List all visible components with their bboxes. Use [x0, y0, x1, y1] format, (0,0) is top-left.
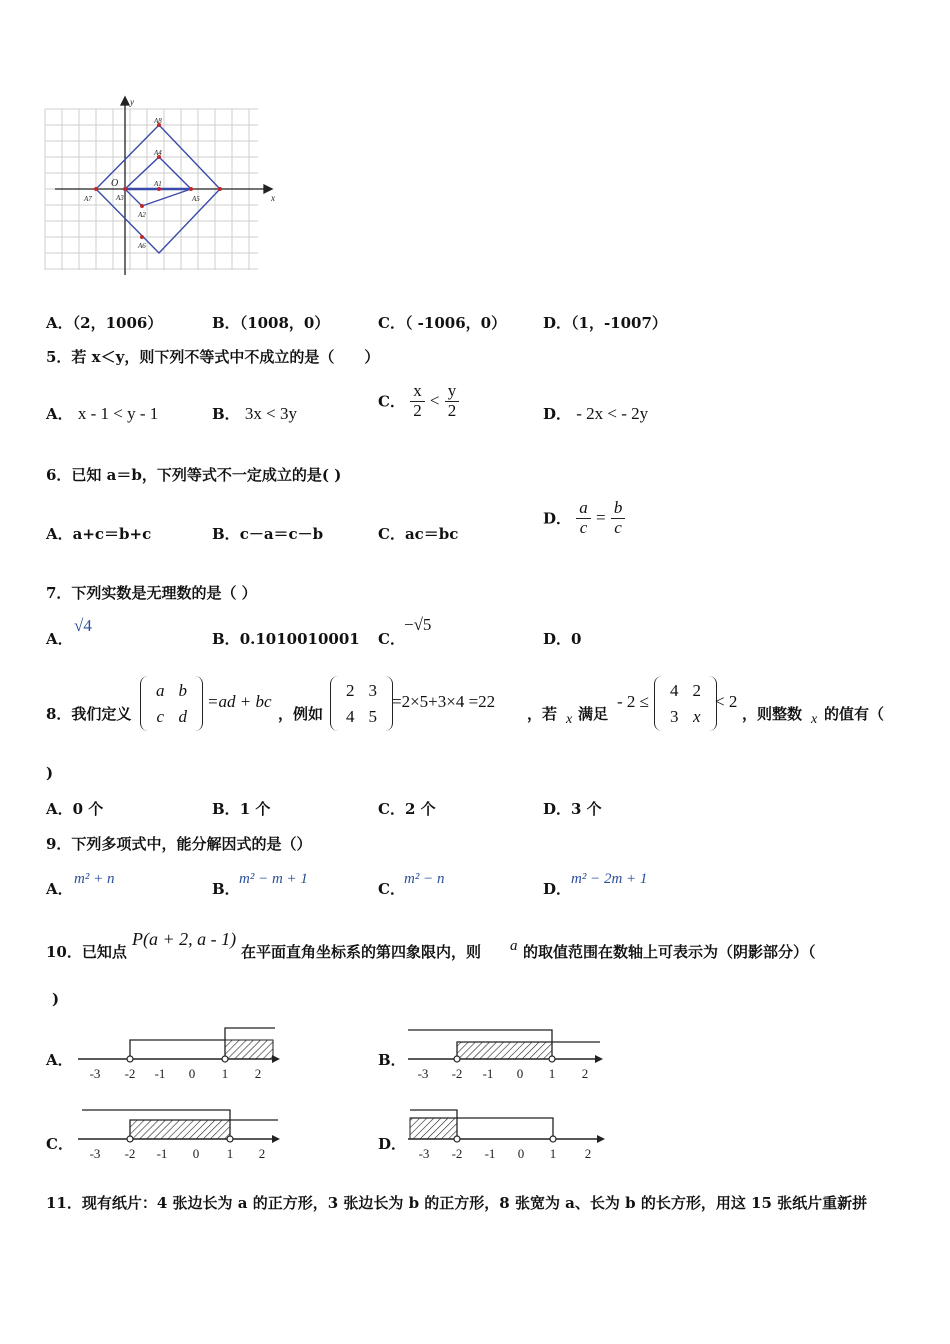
tick-label: 1 [548, 1066, 556, 1081]
q6-option-a[interactable]: A．a+c＝b+c [46, 525, 152, 543]
q8-matrix-definition: a b c d [140, 676, 203, 731]
q9-expression-d: m² − 2m + 1 [571, 871, 648, 887]
tick-label: -2 [124, 1066, 136, 1081]
q8-option-a[interactable]: A．0 个 [46, 800, 104, 818]
number-line-b [400, 1018, 610, 1084]
q8-example-label: ，例如 [278, 705, 324, 723]
tick-label: 0 [517, 1146, 525, 1161]
number-line-c [70, 1102, 285, 1168]
q10-option-c[interactable]: C． [46, 1135, 73, 1153]
q9-expression-a: m² + n [74, 871, 115, 887]
tick-label: 1 [549, 1146, 557, 1161]
q6-option-d[interactable]: D． $\frac{a}{c}$ = $\frac{b}{c}$ [543, 499, 625, 537]
fraction: $\frac{b}{c}$ [611, 499, 626, 537]
q5-option-a[interactable]: A． x - 1 < y - 1 [46, 404, 159, 423]
q10-option-b[interactable]: B． [378, 1051, 406, 1069]
q10-variable-a: a [510, 938, 518, 954]
tick-label: -3 [418, 1146, 430, 1161]
point-label: A5 [192, 195, 200, 203]
q7-option-a[interactable]: A． [46, 630, 73, 648]
q10-option-a[interactable]: A． [46, 1051, 73, 1069]
q10-condition: 在平面直角坐标系的第四象限内，则 [241, 943, 482, 961]
tick-label: 1 [226, 1146, 234, 1161]
tick-label: -3 [89, 1066, 101, 1081]
q5-option-d[interactable]: D． - 2x < - 2y [543, 404, 649, 423]
tick-label: 2 [258, 1146, 266, 1161]
q5-option-c[interactable]: C． $\frac{x}{2}$ < $\frac{y}{2}$ [378, 382, 459, 420]
q8-option-c[interactable]: C．2 个 [378, 800, 436, 818]
q9-option-c[interactable]: C． [378, 880, 405, 898]
q8-definition-formula: =ad + bc [207, 692, 272, 711]
q4-option-d[interactable]: D．（1，-1007） [543, 314, 667, 332]
q8-close-paren: ) [46, 764, 54, 782]
tick-label: 1 [221, 1066, 229, 1081]
q8-option-b[interactable]: B．1 个 [212, 800, 271, 818]
q8-variable-x: x [811, 712, 818, 727]
q9-stem: 9．下列多项式中，能分解因式的是（） [46, 835, 312, 853]
q8-upper-bound: < 2 [715, 692, 738, 711]
q6-option-c[interactable]: C．ac＝bc [378, 525, 459, 543]
q7-option-b[interactable]: B．0.1010010001 [212, 630, 360, 648]
tick-label: -1 [484, 1146, 496, 1161]
q5-option-b[interactable]: B． 3x < 3y [212, 404, 298, 423]
tick-label: -3 [89, 1146, 101, 1161]
q11-stem: 11．现有纸片：4 张边长为 a 的正方形，3 张边长为 b 的正方形，8 张宽为 a、长为 b 的长方形，用这 15 张纸片重新拼 [46, 1194, 868, 1212]
q6-option-b[interactable]: B．c－a＝c－b [212, 525, 324, 543]
q10-option-d[interactable]: D． [378, 1135, 407, 1153]
tick-label: -2 [124, 1146, 136, 1161]
number-line-a [70, 1018, 285, 1084]
tick-label: -3 [417, 1066, 429, 1081]
q7-option-c[interactable]: C． [378, 630, 405, 648]
sqrt-4: √4 [74, 616, 92, 635]
q9-option-b[interactable]: B． [212, 880, 240, 898]
tick-label: -2 [451, 1146, 463, 1161]
q9-expression-b: m² − m + 1 [239, 871, 308, 887]
q8-question-tail: 的值有（ [824, 705, 885, 723]
q5-stem: 5．若 x＜y，则下列不等式中不成立的是（ ） [46, 348, 380, 366]
number-line-d [400, 1102, 615, 1168]
q8-condition-label: ，若 [527, 705, 558, 723]
tick-label: 0 [188, 1066, 196, 1081]
q4-option-a[interactable]: A．（2，1006） [46, 314, 163, 332]
q8-intro: 8．我们定义 [46, 705, 132, 723]
q8-matrix-example: 2 3 4 5 [330, 676, 393, 731]
q9-option-d[interactable]: D． [543, 880, 572, 898]
point-label: A6 [138, 242, 146, 250]
tick-label: 2 [584, 1146, 592, 1161]
q8-option-d[interactable]: D．3 个 [543, 800, 602, 818]
point-label: A2 [138, 211, 146, 219]
origin-label: O [111, 178, 119, 189]
fraction: $\frac{a}{c}$ [576, 499, 591, 537]
q4-option-b[interactable]: B．（1008，0） [212, 314, 330, 332]
axis-y-label: y [130, 97, 134, 107]
tick-label: -1 [482, 1066, 494, 1081]
q8-variable-x: x [566, 712, 573, 727]
q10-point: P(a + 2, a - 1) [132, 929, 237, 949]
q4-option-c[interactable]: C．（ -1006，0） [378, 314, 507, 332]
q7-option-d[interactable]: D．0 [543, 630, 582, 648]
point-label: A1 [154, 180, 162, 188]
axis-x-label: x [271, 193, 275, 203]
fraction: $\frac{x}{2}$ [410, 382, 425, 420]
point-label: A7 [84, 195, 92, 203]
q9-expression-c: m² − n [404, 871, 445, 887]
tick-label: 0 [192, 1146, 200, 1161]
tick-label: 2 [254, 1066, 262, 1081]
q8-matrix-condition: 4 2 3 x [654, 676, 717, 731]
tick-label: -1 [154, 1066, 166, 1081]
tick-label: -2 [451, 1066, 463, 1081]
tick-label: 0 [516, 1066, 524, 1081]
fraction: $\frac{y}{2}$ [445, 382, 460, 420]
coordinate-figure [40, 95, 290, 280]
point-label: A8 [154, 117, 162, 125]
q6-stem: 6．已知 a＝b，下列等式不一定成立的是( ) [46, 466, 342, 484]
point-label: A4 [154, 149, 162, 157]
q10-close-paren: ) [52, 990, 60, 1008]
neg-sqrt-5: −√5 [404, 615, 432, 634]
tick-label: 2 [581, 1066, 589, 1081]
q8-satisfy-label: 满足 [578, 705, 609, 723]
q7-stem: 7．下列实数是无理数的是（ ） [46, 584, 257, 602]
q9-option-a[interactable]: A． [46, 880, 73, 898]
q8-lower-bound: - 2 ≤ [617, 692, 649, 711]
point-label: A3 [116, 194, 124, 202]
q10-intro: 10．已知点 [46, 943, 127, 961]
tick-label: -1 [156, 1146, 168, 1161]
q10-question-tail: 的取值范围在数轴上可表示为（阴影部分）（ [523, 943, 816, 961]
q8-integer-label: ，则整数 [742, 705, 803, 723]
q8-example-formula: =2×5+3×4 =22 [392, 692, 496, 711]
